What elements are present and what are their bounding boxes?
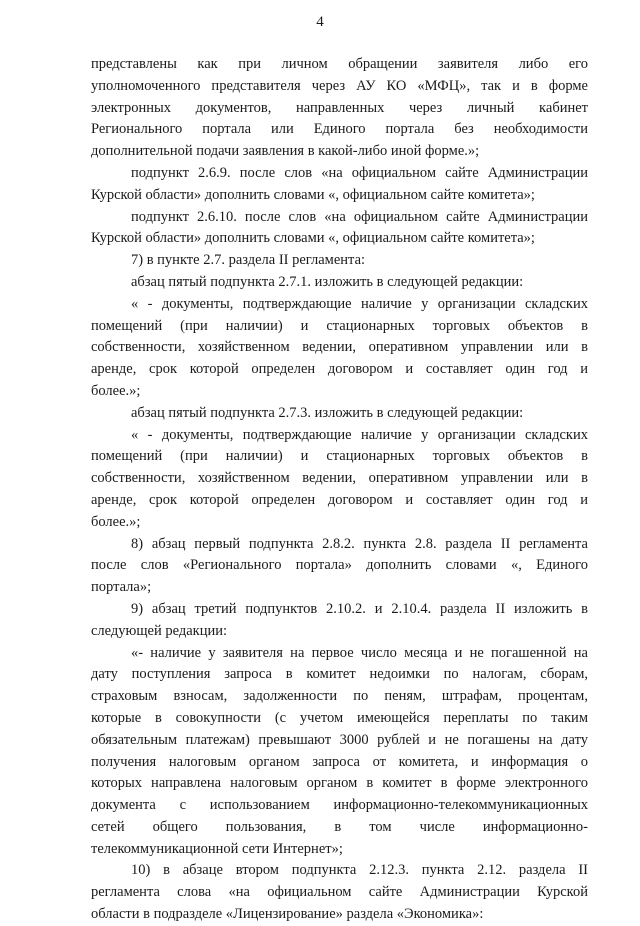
paragraph-line: области в подразделе «Лицензирование» раздела «Экономика»: bbox=[91, 906, 484, 923]
page-number: 4 bbox=[316, 14, 324, 30]
paragraph-line: Курской области» дополнить словами «, официальном сайте комитета»; bbox=[91, 186, 535, 203]
paragraph bbox=[91, 425, 588, 534]
paragraph bbox=[91, 643, 588, 861]
paragraph-line: 7) в пункте 2.7. раздела II регламента: bbox=[131, 252, 366, 269]
paragraph-line: сетей общего пользования, в том числе информационно- bbox=[91, 818, 588, 835]
paragraph-line: которые в совокупности (с учетом имеющейся переплаты по таким bbox=[91, 709, 588, 726]
paragraph bbox=[91, 250, 588, 272]
paragraph-line: 8) абзац первый подпункта 2.8.2. пункта 2.8. раздела II регламента bbox=[131, 535, 588, 552]
paragraph-line: регламента слова «на официальном сайте Администрации Курской bbox=[91, 884, 588, 901]
paragraph-line: представлены как при личном обращении заявителя либо его bbox=[91, 56, 588, 72]
paragraph bbox=[91, 294, 588, 403]
paragraph-line: аренде, срок которой определен договором и составляет один год и bbox=[91, 491, 588, 508]
paragraph-line: помещений (при наличии) и стационарных торговых объектов в bbox=[91, 317, 588, 334]
paragraph-line: телекоммуникационной сети Интернет»; bbox=[91, 840, 343, 857]
paragraph-line: аренде, срок которой определен договором и составляет один год и bbox=[91, 361, 588, 378]
paragraph-line: более.»; bbox=[91, 382, 141, 399]
paragraph-line: дату поступления запроса в комитет недоимки по налогам, сборам, bbox=[91, 666, 588, 683]
paragraph-line: « - документы, подтверждающие наличие у организации складских bbox=[131, 426, 588, 443]
paragraph-line: собственности, хозяйственном ведении, оперативном управлении или в bbox=[91, 339, 588, 356]
paragraph-line: « - документы, подтверждающие наличие у организации складских bbox=[131, 295, 588, 312]
paragraph-line: собственности, хозяйственном ведении, оперативном управлении или в bbox=[91, 470, 588, 487]
paragraph-line: подпункт 2.6.10. после слов «на официальном сайте Администрации bbox=[131, 208, 588, 225]
paragraph-line: которых направлена налоговым органом в комитет в форме электронного bbox=[91, 775, 588, 792]
paragraph-line: дополнительной подачи заявления в какой-либо иной форме.»; bbox=[91, 143, 480, 160]
paragraph-line: абзац пятый подпункта 2.7.3. изложить в следующей редакции: bbox=[131, 404, 524, 421]
paragraph bbox=[91, 403, 588, 425]
paragraph-line: уполномоченного представителя через АУ КО «МФЦ», так и в форме bbox=[91, 77, 588, 94]
paragraph-line: электронных документов, направленных через личный кабинет bbox=[91, 99, 588, 116]
paragraph-line: 9) абзац третий подпунктов 2.10.2. и 2.10.4. раздела II изложить в bbox=[131, 600, 588, 617]
paragraph-line: страховым взносам, задолженности по пеням, штрафам, процентам, bbox=[91, 688, 588, 705]
paragraph bbox=[91, 534, 588, 599]
paragraph bbox=[91, 207, 588, 251]
paragraph-line: абзац пятый подпункта 2.7.1. изложить в следующей редакции: bbox=[131, 273, 524, 290]
paragraph-line: портала»; bbox=[91, 579, 152, 596]
paragraph-line: документа с использованием информационно-телекоммуникационных bbox=[91, 797, 588, 814]
paragraph-line: получения налоговым органом запроса от комитета, и информация о bbox=[91, 753, 588, 770]
paragraph bbox=[91, 272, 588, 294]
paragraph-line: 10) в абзаце втором подпункта 2.12.3. пункта 2.12. раздела II bbox=[131, 862, 588, 879]
paragraph-line: помещений (при наличии) и стационарных торговых объектов в bbox=[91, 448, 588, 465]
paragraph-line: Курской области» дополнить словами «, официальном сайте комитета»; bbox=[91, 230, 535, 247]
paragraph-line: подпункт 2.6.9. после слов «на официальном сайте Администрации bbox=[131, 164, 588, 181]
paragraph-line: более.»; bbox=[91, 513, 141, 530]
paragraph bbox=[91, 163, 588, 207]
paragraph-line: обязательным платежам) превышают 3000 рублей и не погашены на дату bbox=[91, 731, 588, 748]
paragraph-line: Регионального портала или Единого портала без необходимости bbox=[91, 121, 588, 138]
paragraph-line: «- наличие у заявителя на первое число месяца и не погашенной на bbox=[131, 644, 588, 661]
paragraph bbox=[91, 599, 588, 643]
paragraph-line: следующей редакции: bbox=[91, 622, 228, 639]
paragraph-line: после слов «Регионального портала» дополнить словами «, Единого bbox=[91, 557, 588, 574]
document-body bbox=[91, 54, 588, 926]
paragraph bbox=[91, 54, 588, 163]
paragraph bbox=[91, 860, 588, 925]
